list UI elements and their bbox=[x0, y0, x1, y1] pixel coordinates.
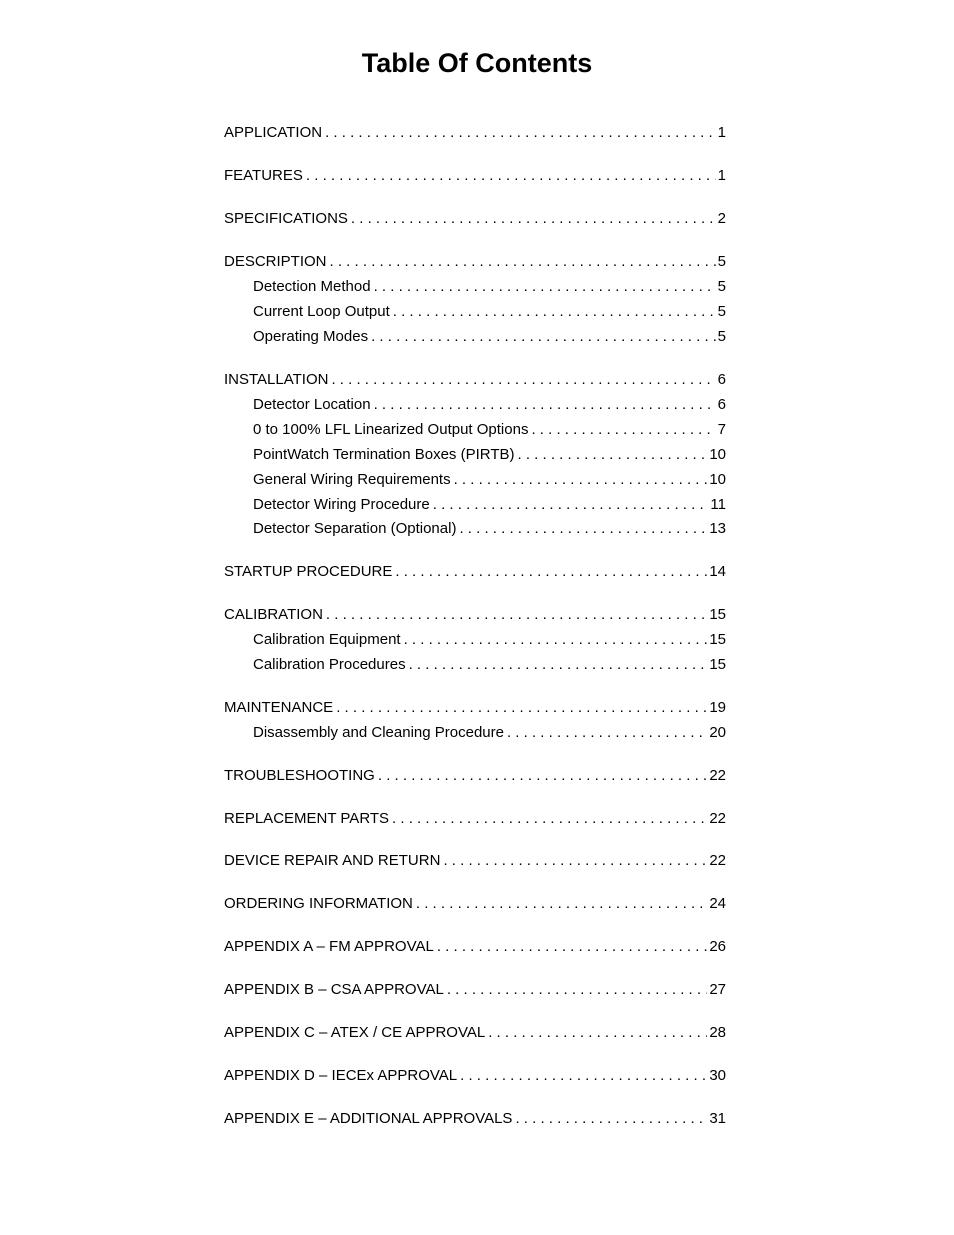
dot-leader bbox=[306, 167, 716, 184]
toc-entry-page: 30 bbox=[709, 1067, 726, 1084]
toc-subentry[interactable] bbox=[253, 396, 726, 416]
dot-leader bbox=[515, 1110, 707, 1127]
toc-entry-label: TROUBLESHOOTING bbox=[224, 767, 375, 784]
toc-entry[interactable] bbox=[224, 124, 726, 144]
toc-entry-label: APPENDIX B – CSA APPROVAL bbox=[224, 981, 444, 998]
toc-entry[interactable] bbox=[224, 253, 726, 273]
toc-entry[interactable] bbox=[224, 699, 726, 719]
dot-leader bbox=[325, 124, 716, 141]
dot-leader bbox=[443, 852, 707, 869]
toc-subentry[interactable] bbox=[253, 631, 726, 651]
toc-entry-label: Disassembly and Cleaning Procedure bbox=[253, 724, 504, 741]
toc-subentry[interactable] bbox=[253, 446, 726, 466]
toc-entry-page: 10 bbox=[709, 446, 726, 463]
dot-leader bbox=[326, 606, 707, 623]
toc-entry-label: 0 to 100% LFL Linearized Output Options bbox=[253, 421, 529, 438]
toc-entry[interactable] bbox=[224, 1024, 726, 1044]
dot-leader bbox=[459, 520, 707, 537]
toc-entry-page: 15 bbox=[709, 656, 726, 673]
toc-entry-label: APPENDIX E – ADDITIONAL APPROVALS bbox=[224, 1110, 513, 1127]
toc-entry-label: DEVICE REPAIR AND RETURN bbox=[224, 852, 441, 869]
toc-entry-label: DESCRIPTION bbox=[224, 253, 327, 270]
toc-entry-page: 10 bbox=[709, 471, 726, 488]
toc-entry[interactable] bbox=[224, 563, 726, 583]
toc-entry-page: 1 bbox=[717, 124, 726, 141]
toc-entry-page: 5 bbox=[717, 328, 726, 345]
dot-leader bbox=[416, 895, 707, 912]
toc-entry-label: APPENDIX D – IECEx APPROVAL bbox=[224, 1067, 458, 1084]
toc-entry-label: Detection Method bbox=[253, 278, 371, 295]
toc-entry-page: 31 bbox=[709, 1110, 726, 1127]
toc-entry[interactable] bbox=[224, 895, 726, 915]
toc-subentry[interactable] bbox=[253, 421, 726, 441]
dot-leader bbox=[336, 699, 707, 716]
toc-entry-page: 22 bbox=[709, 810, 726, 827]
toc-entry-page: 26 bbox=[709, 938, 726, 955]
toc-subentry[interactable] bbox=[253, 328, 726, 348]
toc-entry-label: FEATURES bbox=[224, 167, 303, 184]
dot-leader bbox=[331, 371, 715, 388]
dot-leader bbox=[409, 656, 708, 673]
dot-leader bbox=[531, 421, 715, 438]
toc-entry-label: Detector Location bbox=[253, 396, 371, 413]
toc-subentry[interactable] bbox=[253, 303, 726, 323]
toc-entry-label: APPENDIX A – FM APPROVAL bbox=[224, 938, 434, 955]
toc-entry-page: 15 bbox=[709, 631, 726, 648]
page-title: Table Of Contents bbox=[361, 48, 593, 78]
toc-entry-label: APPENDIX C – ATEX / CE APPROVAL bbox=[224, 1024, 486, 1041]
toc-entry-label: REPLACEMENT PARTS bbox=[224, 810, 390, 827]
dot-leader bbox=[371, 328, 716, 345]
toc-entry-page: 20 bbox=[709, 724, 726, 741]
toc-entry-label: Calibration Equipment bbox=[253, 631, 401, 648]
toc-entry-page: 14 bbox=[709, 563, 726, 580]
toc-entry-page: 22 bbox=[709, 767, 726, 784]
toc-entry-label: INSTALLATION bbox=[224, 371, 329, 388]
toc-entry-label: SPECIFICATIONS bbox=[224, 210, 348, 227]
dot-leader bbox=[392, 810, 707, 827]
toc-entry-page: 11 bbox=[710, 496, 726, 513]
toc-entry-page: 1 bbox=[717, 167, 726, 184]
dot-leader bbox=[460, 1067, 707, 1084]
toc-entry-page: 2 bbox=[717, 210, 726, 227]
dot-leader bbox=[518, 446, 708, 463]
toc-entry[interactable] bbox=[224, 167, 726, 187]
toc-entry-page: 15 bbox=[709, 606, 726, 623]
toc-entry-label: Detector Wiring Procedure bbox=[253, 496, 430, 513]
toc-entry-label: CALIBRATION bbox=[224, 606, 323, 623]
toc-entry-label: Operating Modes bbox=[253, 328, 369, 345]
dot-leader bbox=[393, 303, 716, 320]
toc-entry-label: Detector Separation (Optional) bbox=[253, 520, 457, 537]
toc-entry[interactable] bbox=[224, 938, 726, 958]
toc-entry-page: 27 bbox=[709, 981, 726, 998]
toc-entry[interactable] bbox=[224, 981, 726, 1001]
toc-subentry[interactable] bbox=[253, 496, 726, 516]
toc-subentry[interactable] bbox=[253, 278, 726, 298]
toc-entry-page: 5 bbox=[717, 253, 726, 270]
toc-entry-page: 22 bbox=[709, 852, 726, 869]
dot-leader bbox=[437, 938, 708, 955]
toc-entry-page: 19 bbox=[709, 699, 726, 716]
toc-entry-page: 5 bbox=[717, 303, 726, 320]
toc-entry-page: 5 bbox=[717, 278, 726, 295]
toc-entry[interactable] bbox=[224, 1110, 726, 1130]
toc-entry[interactable] bbox=[224, 371, 726, 391]
toc-entry[interactable] bbox=[224, 810, 726, 830]
dot-leader bbox=[330, 253, 716, 270]
toc-entry-page: 7 bbox=[717, 421, 726, 438]
toc-entry[interactable] bbox=[224, 606, 726, 626]
dot-leader bbox=[395, 563, 707, 580]
toc-subentry[interactable] bbox=[253, 520, 726, 540]
toc-entry[interactable] bbox=[224, 852, 726, 872]
toc-subentry[interactable] bbox=[253, 471, 726, 491]
toc-entry-page: 28 bbox=[709, 1024, 726, 1041]
toc-entry-page: 13 bbox=[709, 520, 726, 537]
toc-entry[interactable] bbox=[224, 210, 726, 230]
toc-entry-label: MAINTENANCE bbox=[224, 699, 334, 716]
toc-entry-page: 6 bbox=[717, 371, 726, 388]
dot-leader bbox=[378, 767, 707, 784]
dot-leader bbox=[404, 631, 708, 648]
toc-subentry[interactable] bbox=[253, 724, 726, 744]
dot-leader bbox=[374, 278, 716, 295]
dot-leader bbox=[507, 724, 707, 741]
toc-entry-label: ORDERING INFORMATION bbox=[224, 895, 413, 912]
dot-leader bbox=[488, 1024, 707, 1041]
dot-leader bbox=[447, 981, 707, 998]
toc-entry-page: 6 bbox=[717, 396, 726, 413]
dot-leader bbox=[374, 396, 716, 413]
dot-leader bbox=[351, 210, 716, 227]
toc-entry-label: APPLICATION bbox=[224, 124, 323, 141]
toc-entry[interactable] bbox=[224, 1067, 726, 1087]
toc-entry-label: PointWatch Termination Boxes (PIRTB) bbox=[253, 446, 515, 463]
toc-entry-label: General Wiring Requirements bbox=[253, 471, 451, 488]
toc-entry-label: Current Loop Output bbox=[253, 303, 390, 320]
dot-leader bbox=[433, 496, 709, 513]
dot-leader bbox=[454, 471, 708, 488]
toc-entry[interactable] bbox=[224, 767, 726, 787]
toc-entry-page: 24 bbox=[709, 895, 726, 912]
toc-entry-label: Calibration Procedures bbox=[253, 656, 406, 673]
toc-subentry[interactable] bbox=[253, 656, 726, 676]
toc-entry-label: STARTUP PROCEDURE bbox=[224, 563, 393, 580]
